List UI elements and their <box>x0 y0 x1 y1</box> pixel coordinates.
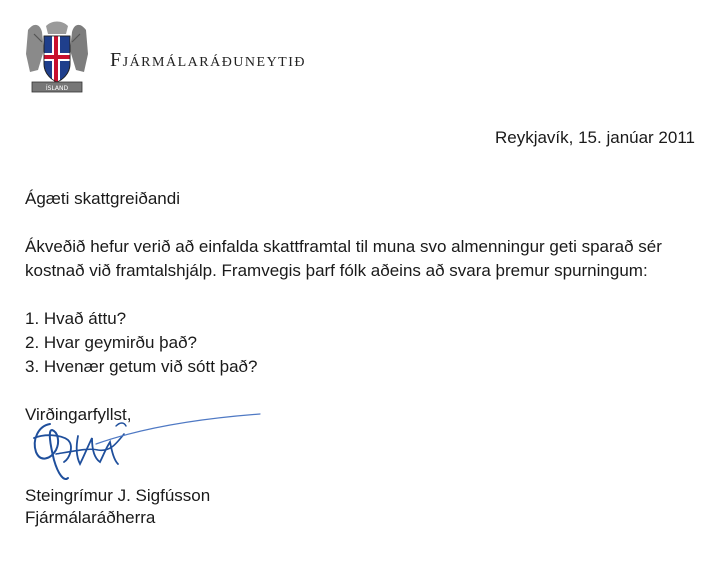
question-list <box>25 307 695 379</box>
question-item: 2. Hvar geymirðu það? <box>25 333 197 352</box>
signer-name: Steingrímur J. Sigfússon <box>25 486 211 505</box>
signer-title: Fjármálaráðherra <box>25 508 156 527</box>
question-item: 1. Hvað áttu? <box>25 309 127 328</box>
signature-icon <box>20 404 270 486</box>
closing: Virðingarfyllst, <box>25 405 132 424</box>
signer-block <box>25 485 210 529</box>
letterhead <box>24 20 306 96</box>
crest-banner-text: ÍSLAND <box>45 85 69 92</box>
coat-of-arms-icon <box>24 20 90 96</box>
greeting: Ágæti skattgreiðandi <box>25 189 180 208</box>
letter-body <box>25 187 695 427</box>
ministry-name: Fjármálaráðuneytið <box>110 48 307 71</box>
main-paragraph: Ákveðið hefur verið að einfalda skattframtal til muna svo almenningur geti sparað sér kostnað við framtalshjálp. Framvegis þarf fólk aðeins að svara þremur spurningum: <box>25 237 662 280</box>
letter-date: Reykjavík, 15. janúar 2011 <box>494 128 695 147</box>
question-item: 3. Hvenær getum við sótt það? <box>25 357 258 376</box>
